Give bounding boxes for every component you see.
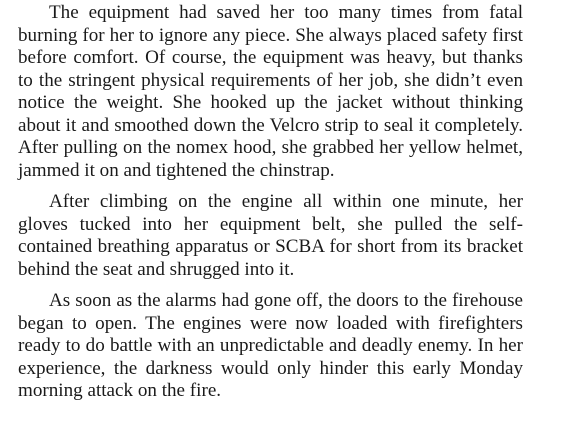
paragraph-3: As soon as the alarms had gone off, the doors to the firehouse began to open. The engines were now loaded with firefighters ready to do battle with an unpredictable and deadly enemy. In her experience, the darkness would only hinder this early Monday morning attack on the fire. bbox=[18, 290, 523, 401]
paragraph-2: After climbing on the engine all within one minute, her gloves tucked into her equipment belt, she pulled the self-contained breathing apparatus or SCBA for short from its bracket behind the seat and shrugged into it. bbox=[18, 191, 523, 280]
document-page bbox=[18, 0, 523, 403]
paragraph-1: The equipment had saved her too many times from fatal burning for her to ignore any piece. She always placed safety first before comfort. Of course, the equipment was heavy, but thanks to the stringent physical requirements of her job, she didn’t even notice the weight. She hooked up the jacket without thinking about it and smoothed down the Velcro strip to seal it completely. After pulling on the nomex hood, she grabbed her yellow helmet, jammed it on and tightened the chinstrap. bbox=[18, 2, 523, 181]
